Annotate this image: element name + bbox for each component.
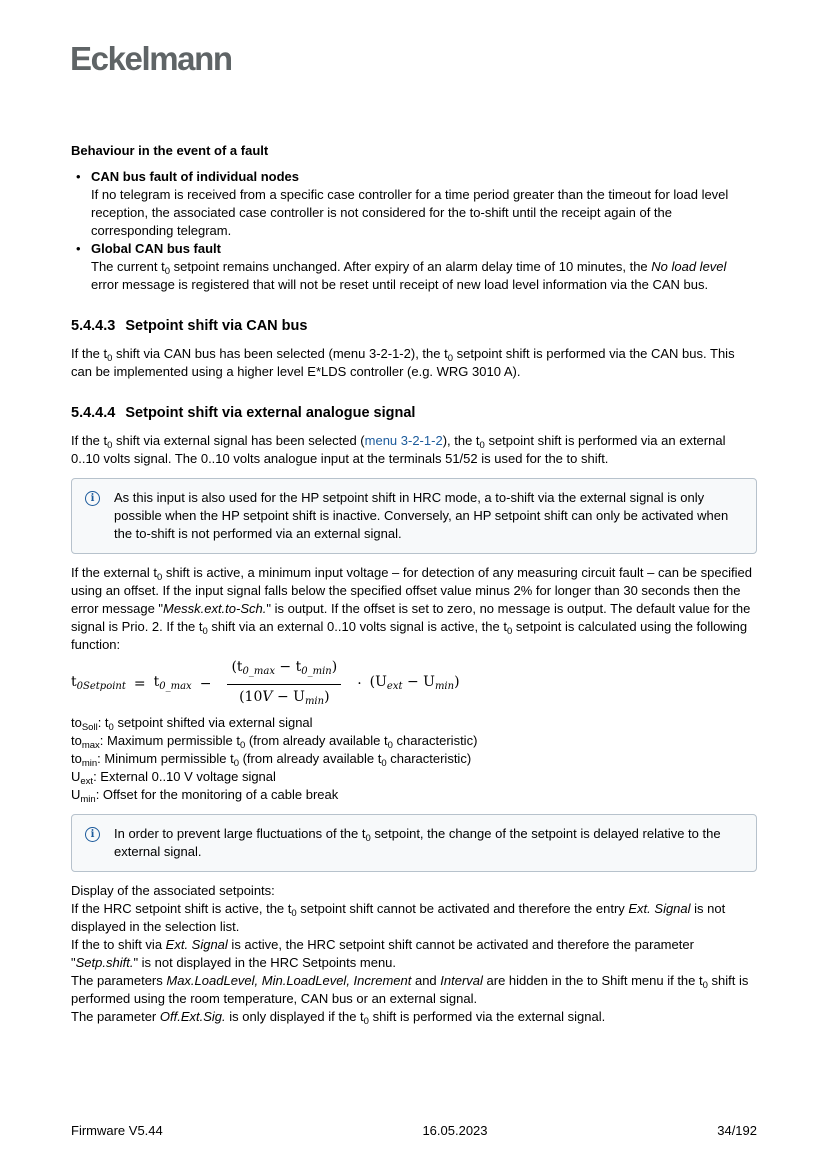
legend-item: $to_{Soll}$: $t_0$ setpoint shifted via external signal [71,715,313,733]
fault-heading: Behaviour in the event of a fault [71,143,269,158]
legend-item: $U_{min}$: Offset for the monitoring of a cable break [71,787,339,805]
section-heading-5444: 5.4.4.4 Setpoint shift via external analogue signal [71,405,416,421]
bullet-title: CAN bus fault of individual nodes [91,169,299,184]
formula-tail: $(U_{ext} - U_{min})$ [369,673,460,692]
setpoint-formula: $t_{0Setpoint}$ = $t_{0\_max}$ − $\frac{(t_{0\_max} - t_{0\_min})}{(10V - U_{min})}$ · $(U_{ext} - U_{min})$ [71,654,757,714]
list-item [71,240,757,294]
note-text: In order to prevent large fluctuations of the $t_0$ setpoint, the change of the setpoint is delayed relative to the external signal. [114,826,721,859]
display-setpoints [71,882,757,1026]
bullet-text: The current $t_0$ setpoint remains unchanged. After expiry of an alarm delay time of 10 minutes, the No load level error message is registered that will not be reset until receipt of new load level information via the CAN bus. [91,259,727,292]
paragraph: Display of the associated setpoints: [71,883,275,898]
legend-item: $to_{min}$: Minimum permissible $t_0$ (from already available $t_0$ characteristic) [71,751,472,769]
info-note [71,478,757,554]
section-heading-5443: 5.4.4.3 Setpoint shift via CAN bus [71,318,308,334]
menu-link[interactable]: menu 3-2-1-2 [364,433,443,448]
info-note [71,814,757,872]
info-circle-icon: i [85,491,100,506]
bullet-text: If no telegram is received from a specific case controller for a time period greater than the timeout for load level reception, the associated case controller is not considered for the to-shift until the receipt again of the corresponding telegram. [91,187,729,238]
legend-item: $to_{max}$: Maximum permissible $t_0$ (from already available $t_0$ characteristic) [71,733,478,751]
footer-page-number: 34/192 [717,1123,757,1138]
paragraph: The parameters Max.LoadLevel, Min.LoadLevel, Increment and Interval are hidden in the to Shift menu if the $t_0$ shift is performed using the room temperature, CAN bus or an external signal. [71,973,749,1006]
paragraph: If the $t_0$ shift via CAN bus has been selected (menu 3-2-1-2), the $t_0$ setpoint shift is performed via the CAN bus. This can be implemented using a higher level E*LDS controller (e.g. WRG 3010 A). [71,346,735,379]
eckelmann-logo: Eckelmann [70,40,232,77]
footer-firmware: Firmware V5.44 [71,1123,163,1138]
formula-t0max: $t_{0\_max}$ [153,673,192,692]
paragraph: If the HRC setpoint shift is active, the $t_0$ setpoint shift cannot be activated and therefore the entry Ext. Signal is not displayed in the selection list. [71,901,726,934]
footer-date: 16.05.2023 [422,1123,488,1138]
formula-lhs: $t_{0Setpoint}$ [71,673,126,692]
paragraph: If the $t_0$ shift via external signal has been selected (menu 3-2-1-2), the $t_0$ setpoint shift is performed via an external 0..10 volts signal. The 0..10 volts analogue input at the terminals 51/52 is used for the to shift. [71,433,726,466]
page-content [71,142,757,1026]
bullet-title: Global CAN bus fault [91,241,221,256]
list-item [71,168,757,240]
info-circle-icon: i [85,827,100,842]
formula-fraction: $\frac{(t_{0\_max} - t_{0\_min})}{(10V - U_{min})}$ [227,658,341,711]
formula-legend [71,714,757,804]
legend-item: $U_{ext}$: External 0..10 V voltage signal [71,769,276,787]
fault-list [71,168,757,294]
note-text: As this input is also used for the HP setpoint shift in HRC mode, a to-shift via the external signal is only possible when the HP setpoint shift is inactive. Conversely, an HP setpoint shift can only be activated when the to-shift is not performed via an external signal. [114,490,729,541]
page-footer [71,1123,757,1138]
paragraph: If the external $t_0$ shift is active, a minimum input voltage – for detection of any measuring circuit fault – can be specified using an offset. If the input signal falls below the specified offset value minus 2% for longer than 30 seconds then the error message "Messk.ext.to-Sch." is output. If the offset is set to zero, no message is output. The default value for the signal is Prio. 2. If the $t_0$ shift via an external 0..10 volts signal is active, the $t_0$ setpoint is calculated using the following function: [71,565,752,652]
paragraph: The parameter Off.Ext.Sig. is only displayed if the $t_0$ shift is performed via the external signal. [71,1009,606,1027]
paragraph: If the to shift via Ext. Signal is active, the HRC setpoint shift cannot be activated and therefore the parameter "Setp.shift." is not displayed in the HRC Setpoints menu. [71,937,694,970]
